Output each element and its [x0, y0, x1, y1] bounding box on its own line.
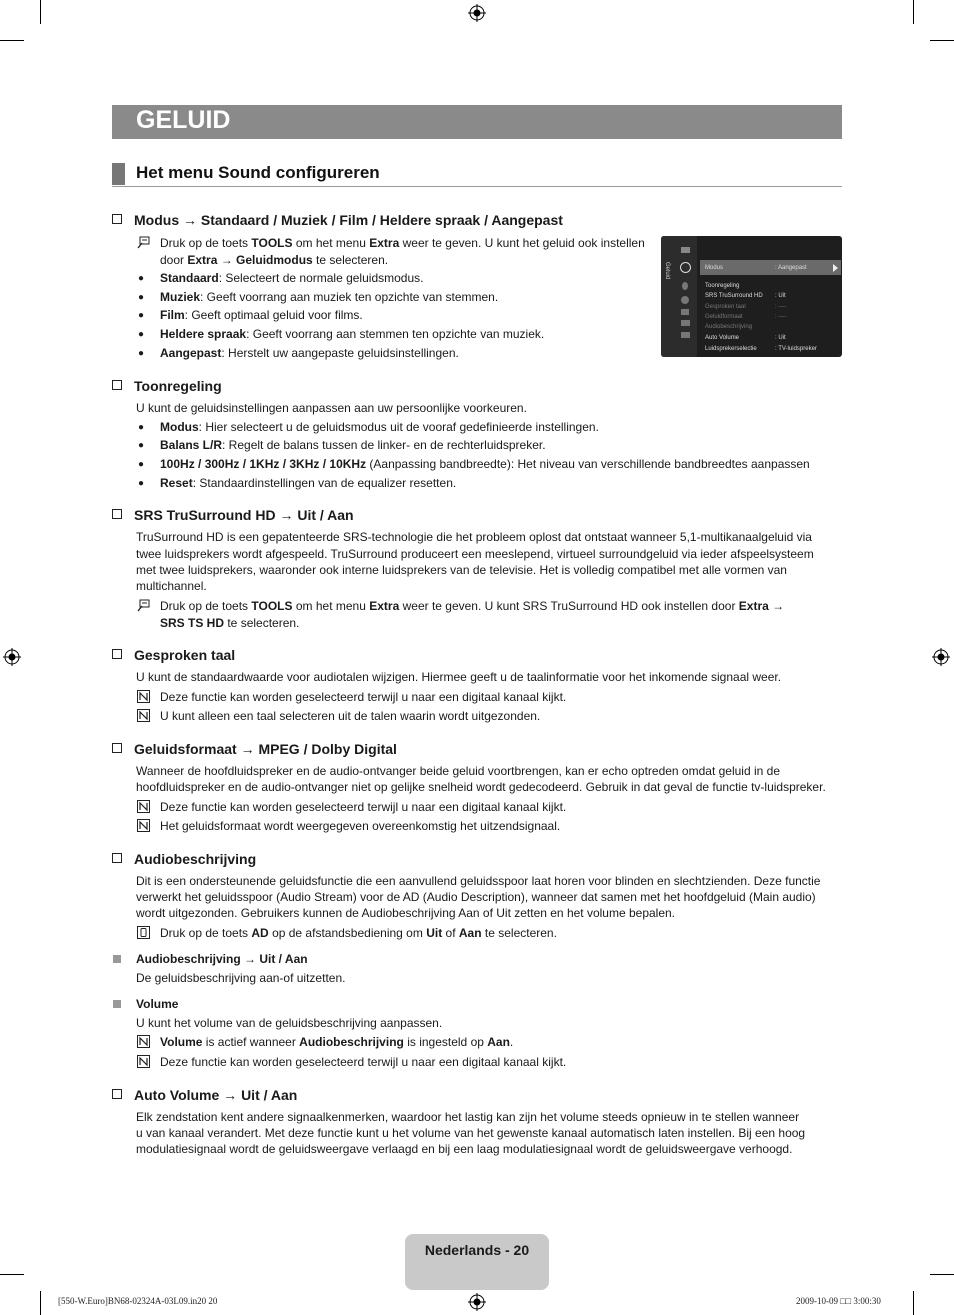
paragraph-line: Elk zendstation kent andere signaalkenmerken, waardoor het lastig kan zijn het volume steeds opnieuw in te stellen wanneer	[136, 1110, 800, 1124]
checkbox-bullet-icon	[112, 743, 122, 753]
checkbox-bullet-icon	[112, 649, 122, 659]
sound-icon	[680, 262, 691, 273]
tv-menu-row-label: Geluidformaat	[705, 314, 743, 320]
page-number: Nederlands - 20	[424, 1242, 530, 1258]
note-icon	[137, 690, 150, 703]
tools-note-icon	[137, 236, 150, 249]
registration-mark-icon	[468, 1293, 486, 1311]
tv-menu-row-value: : TV-luidspreker	[775, 346, 817, 352]
note-text: Volume is actief wanneer Audiobeschrijving is ingesteld op Aan.	[160, 1035, 514, 1049]
page-title: GELUID	[136, 106, 231, 134]
paragraph-line: verwerkt het geluidsspoor (Audio Stream) voor de AD (Audio Description), wanneer dat samen met het hoofdgeluid (Main audio)	[136, 890, 816, 904]
section-title-modus: Modus → Standaard / Muziek / Film / Heldere spraak / Aangepast	[112, 212, 563, 229]
bullet-icon: ●	[138, 459, 145, 470]
channel-icon	[682, 282, 688, 290]
paragraph-line: multichannel.	[136, 579, 207, 593]
print-slug-left: [550-W.Euro]BN68-02324A-03L09.in20 20	[58, 1296, 218, 1306]
paragraph-line: modulatiesignaal wordt de geluidsweergave verlaagd en bij een laag modulatiesignaal wordt de geluidsweergave verhoogd.	[136, 1142, 793, 1156]
list-item: Reset: Standaardinstellingen van de equalizer resetten.	[160, 476, 457, 490]
paragraph: De geluidsbeschrijving aan-of uitzetten.	[136, 971, 346, 985]
list-item: Film: Geeft optimaal geluid voor films.	[160, 308, 363, 322]
tv-menu-row-label: Toonregeling	[705, 283, 740, 289]
arrow-right-icon	[833, 264, 838, 272]
print-slug-right: 2009-10-09 □□ 3:00:30	[796, 1296, 881, 1306]
section-title-audiobeschrijving: Audiobeschrijving	[112, 851, 256, 868]
tv-menu-row-label: Modus	[705, 265, 724, 271]
section-title-srs: SRS TruSurround HD → Uit / Aan	[112, 507, 354, 524]
list-item: Heldere spraak: Geeft voorrang aan stemmen ten opzichte van muziek.	[160, 327, 545, 341]
section-title-gesproken-taal: Gesproken taal	[112, 647, 235, 664]
tv-menu-row-label: Auto Volume	[705, 335, 740, 341]
picture-icon	[681, 247, 690, 253]
checkbox-bullet-icon	[112, 853, 122, 863]
input-icon	[681, 309, 689, 315]
checkbox-bullet-icon	[112, 1089, 122, 1099]
setup-icon	[681, 296, 689, 304]
checkbox-bullet-icon	[112, 509, 122, 519]
crop-mark	[913, 1291, 914, 1315]
note-text: Deze functie kan worden geselecteerd terwijl u naar een digitaal kanaal kijkt.	[160, 1055, 567, 1069]
paragraph: U kunt de standaardwaarde voor audiotalen wijzigen. Hiermee geeft u de taalinformatie voor het inkomende signaal weer.	[136, 670, 782, 684]
paragraph-line: met twee luidsprekers, waaronder ook interne luidsprekers van de televisie. Het is volledig compatibel met alle vormen van	[136, 563, 787, 577]
divider	[112, 186, 842, 187]
tv-menu-row-value: : Uit	[775, 293, 786, 299]
paragraph: U kunt het volume van de geluidsbeschrijving aanpassen.	[136, 1016, 443, 1030]
paragraph-line: Dit is een ondersteunende geluidsfunctie die een aanvullend geluidsspoor laat horen voor blinden en slechtzienden. Deze functie	[136, 874, 821, 888]
tv-menu-row-value: : ----	[775, 314, 787, 320]
note-text: Deze functie kan worden geselecteerd terwijl u naar een digitaal kanaal kijkt.	[160, 690, 567, 704]
registration-mark-icon	[468, 4, 486, 22]
note-icon	[137, 1035, 150, 1048]
tv-menu-sidebar	[661, 236, 697, 357]
subsection-title: Volume	[136, 997, 179, 1011]
tv-menu-row-value: : Uit	[775, 335, 786, 341]
tip-text: Druk op de toets TOOLS om het menu Extra weer te geven. U kunt het geluid ook instellen	[160, 236, 645, 250]
note-text: Deze functie kan worden geselecteerd terwijl u naar een digitaal kanaal kijkt.	[160, 800, 567, 814]
crop-mark	[40, 1291, 41, 1315]
registration-mark-icon	[932, 648, 950, 666]
paragraph-line: Wanneer de hoofdluidspreker en de audio-ontvanger beide geluid voortbrengen, kan er echo optreden omdat geluid in de	[136, 764, 781, 778]
tip-text: Druk op de toets AD op de afstandsbediening om Uit of Aan te selecteren.	[160, 926, 557, 940]
tv-menu-side-label: Geluid	[664, 262, 670, 280]
tv-menu-row-label: Gesproken taal	[705, 304, 746, 310]
section-title-geluidsformaat: Geluidsformaat → MPEG / Dolby Digital	[112, 741, 397, 758]
bullet-icon: ●	[138, 310, 145, 321]
tv-menu-row-label: Audiobeschrijving	[705, 324, 753, 330]
list-item: 100Hz / 300Hz / 1KHz / 3KHz / 10KHz (Aanpassing bandbreedte): Het niveau van verschillende bandbreedtes aanpassen	[160, 457, 810, 471]
crop-mark	[913, 0, 914, 24]
paragraph-line: twee luidsprekers wordt afgespeeld. TruSurround produceert een meeslepend, virtueel surroundgeluid via ieder afspeelsysteem	[136, 547, 814, 561]
subsection-title: Audiobeschrijving → Uit / Aan	[136, 952, 308, 966]
note-icon	[137, 819, 150, 832]
paragraph-line: u van kanaal verandert. Met deze functie kunt u het volume van het gewenste kanaal automatisch laten instellen. Bij een hoog	[136, 1126, 806, 1140]
section-heading: Het menu Sound configureren	[136, 163, 380, 182]
checkbox-bullet-icon	[112, 214, 122, 224]
square-bullet-icon	[113, 1000, 121, 1008]
list-item: Modus: Hier selecteert u de geluidsmodus uit de vooraf gedefinieerde instellingen.	[160, 420, 599, 434]
registration-mark-icon	[3, 648, 21, 666]
bullet-icon: ●	[138, 292, 145, 303]
bullet-icon: ●	[138, 348, 145, 359]
tv-menu-row-value: : ----	[775, 304, 787, 310]
tip-text: door Extra → Geluidmodus te selecteren.	[160, 253, 389, 267]
tools-note-icon	[137, 599, 150, 612]
paragraph-line: hoofdluidspreker en de audio-ontvanger niet op gelijke snelheid wordt gedecodeerd. Gebruik in dat geval de functie tv-luidspreker.	[136, 780, 826, 794]
note-icon	[137, 800, 150, 813]
section-title-auto-volume: Auto Volume → Uit / Aan	[112, 1087, 297, 1104]
tv-menu-row-value: : Aangepast	[775, 265, 807, 271]
note-text: Het geluidsformaat wordt weergegeven overeenkomstig het uitzendsignaal.	[160, 819, 561, 833]
crop-mark	[40, 0, 41, 24]
crop-mark	[930, 40, 954, 41]
paragraph: U kunt de geluidsinstellingen aanpassen aan uw persoonlijke voorkeuren.	[136, 401, 527, 415]
bullet-icon: ●	[138, 422, 145, 433]
square-bullet-icon	[113, 955, 121, 963]
support-icon	[681, 332, 690, 338]
tv-menu-row-label: Luidsprekerselectie	[705, 346, 757, 352]
bullet-icon: ●	[138, 329, 145, 340]
list-item: Aangepast: Herstelt uw aangepaste geluidsinstellingen.	[160, 346, 459, 360]
bullet-icon: ●	[138, 478, 145, 489]
bullet-icon: ●	[138, 273, 145, 284]
paragraph-line: wordt uitgezonden. Gebruikers kunnen de Audiobeschrijving Aan of Uit zetten en het volume bepalen.	[136, 906, 676, 920]
application-icon	[681, 320, 690, 326]
bullet-icon: ●	[138, 440, 145, 451]
note-text: U kunt alleen een taal selecteren uit de talen waarin wordt uitgezonden.	[160, 709, 541, 723]
tip-text: SRS TS HD te selecteren.	[160, 616, 300, 630]
checkbox-bullet-icon	[112, 380, 122, 390]
section-title-toonregeling: Toonregeling	[112, 378, 222, 395]
tip-text: Druk op de toets TOOLS om het menu Extra weer te geven. U kunt SRS TruSurround HD ook instellen door Extra →	[160, 599, 785, 613]
subtitle-marker	[112, 163, 125, 185]
crop-mark	[930, 1274, 954, 1275]
paragraph-line: TruSurround HD is een gepatenteerde SRS-technologie die het probleem oplost dat ontstaat wanneer 5,1-multikanaalgeluid via	[136, 530, 812, 544]
list-item: Standaard: Selecteert de normale geluidsmodus.	[160, 271, 424, 285]
list-item: Balans L/R: Regelt de balans tussen de linker- en de rechterluidspreker.	[160, 438, 546, 452]
crop-mark	[0, 1274, 24, 1275]
note-icon	[137, 1055, 150, 1068]
crop-mark	[0, 40, 24, 41]
remote-button-icon	[137, 926, 150, 939]
tv-menu-row-label: SRS TruSurround HD	[705, 293, 763, 299]
list-item: Muziek: Geeft voorrang aan muziek ten opzichte van stemmen.	[160, 290, 499, 304]
note-icon	[137, 709, 150, 722]
